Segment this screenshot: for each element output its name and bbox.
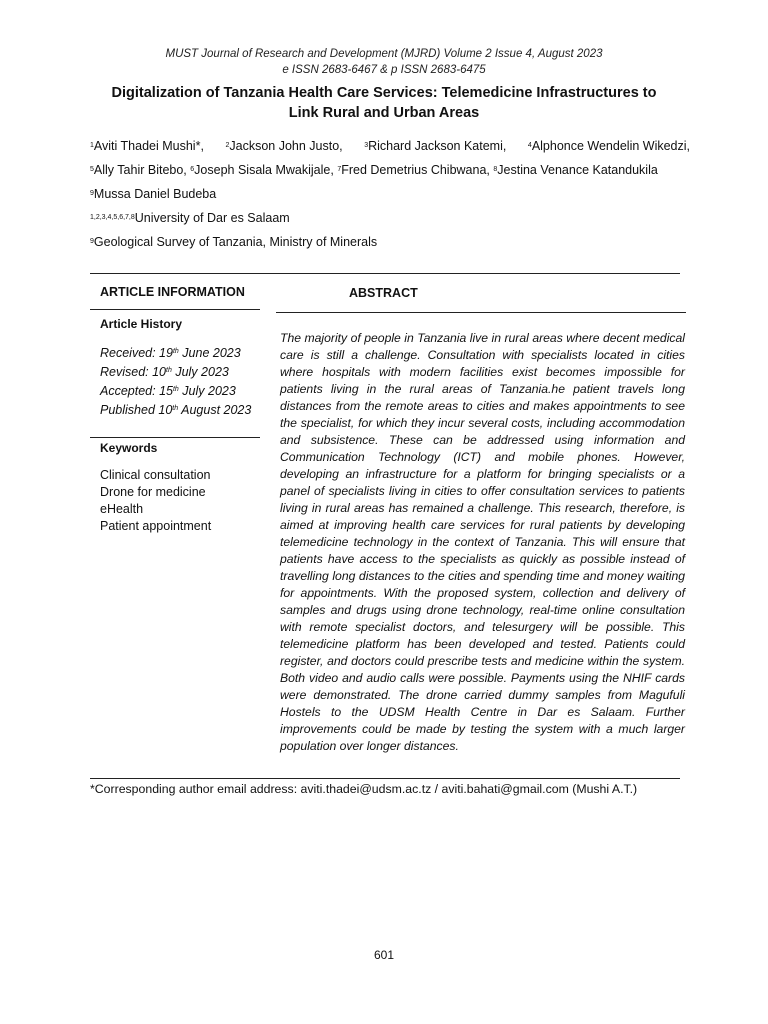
- received-date: Received: 19th June 2023: [100, 346, 241, 360]
- author-6: [190, 163, 334, 177]
- revised-date: Revised: 10th July 2023: [100, 365, 229, 379]
- affiliation-2-sup: 9: [90, 238, 94, 245]
- author-2-name: Jackson John Justo,: [229, 139, 343, 153]
- author-3-name: Richard Jackson Katemi,: [368, 139, 507, 153]
- author-1: [90, 134, 204, 158]
- article-history-heading: Article History: [100, 317, 183, 331]
- abstract-text: The majority of people in Tanzania live in rural areas where decent medical care is still a challenge. Consultation with specialists located in cities where hospitals with modern facilities exist becomes impossible for patients living in the rural areas of Tanzania.he patient travels long distances from the remote areas to cities and makes appointments to see the specialist, for which they incur several costs, including accommodation and subsistence. These can be addressed using information and Communication Technology (ICT) and mobile phones. However, developing an infrastructure for a platform for bringing specialists or a panel of specialists living in cities to offer consultation services to patients living in rural areas has remained a challenge. This research, therefore, is aimed at improving health care services for rural patients by developing telemedicine technology in the context of Tanzania. This will ensure that patients have access to the specialists as quickly as possible instead of travelling long distances to the cities and spending time and money waiting for appointments. With the proposed system, collection and delivery of samples and drugs using drone technology, real-time online consultation with remote specialist doctors, and telesurgery will be possible. This telemedicine platform has been developed and tested. Patients could register, and doctors could prescribe tests and medicine within the system. Both video and audio calls were possible. Payments using the NHIF cards were demonstrated. The drone carried dummy samples from Magufuli Hostels to the UDSM Health Centre in Dar es Salaam. Further improvements could be made by testing the system with a much larger population over longer distances.: [280, 331, 685, 753]
- author-5: [90, 163, 187, 177]
- author-4-name: Alphonce Wendelin Wikedzi,: [531, 139, 690, 153]
- abstract-rule: [276, 312, 686, 313]
- author-1-sup: 1: [90, 142, 94, 149]
- published-date: Published 10th August 2023: [100, 403, 252, 417]
- author-line-3: [90, 182, 690, 206]
- author-list: [90, 134, 690, 254]
- top-rule: [90, 273, 680, 274]
- author-line-1: [90, 134, 690, 158]
- abstract-heading: ABSTRACT: [349, 286, 418, 300]
- author-6-sup: 6: [190, 166, 195, 173]
- affiliation-2: [90, 230, 690, 254]
- article-info-rule: [90, 309, 260, 310]
- keyword-item: Drone for medicine: [100, 485, 206, 499]
- author-3-sup: 3: [364, 142, 369, 149]
- bottom-rule: [90, 778, 680, 779]
- affiliation-2-name: Geological Survey of Tanzania, Ministry of Minerals: [93, 235, 378, 249]
- affiliation-1-name: University of Dar es Salaam: [134, 211, 290, 225]
- author-7: [337, 163, 490, 177]
- journal-issn: e ISSN 2683-6467 & p ISSN 2683-6475: [282, 64, 486, 76]
- author-8-sup: 8: [493, 166, 498, 173]
- paper-title: [80, 83, 688, 123]
- keyword-list: [100, 467, 270, 535]
- author-5-sup: 5: [90, 166, 94, 173]
- author-9-sup: 9: [90, 190, 94, 197]
- author-6-name: Joseph Sisala Mwakijale,: [194, 163, 334, 177]
- paper-title-line-1: Digitalization of Tanzania Health Care Services: Telemedicine Infrastructures to: [111, 85, 657, 101]
- author-3: [364, 134, 506, 158]
- author-8: [493, 163, 657, 177]
- author-1-name: Aviti Thadei Mushi*,: [93, 139, 204, 153]
- author-2: [225, 134, 342, 158]
- author-5-name: Ally Tahir Bitebo,: [93, 163, 187, 177]
- journal-header: [0, 46, 768, 78]
- journal-citation: MUST Journal of Research and Development (MJRD) Volume 2 Issue 4, August 2023: [165, 48, 603, 60]
- author-7-name: Fred Demetrius Chibwana,: [341, 163, 490, 177]
- paper-title-line-2: Link Rural and Urban Areas: [288, 105, 480, 121]
- keyword-item: eHealth: [100, 502, 144, 516]
- accepted-date: Accepted: 15th July 2023: [100, 384, 236, 398]
- author-8-name: Jestina Venance Katandukila: [497, 163, 658, 177]
- affiliation-1: [90, 206, 690, 230]
- corresponding-author: *Corresponding author email address: aviti.thadei@udsm.ac.tz / aviti.bahati@gmail.com (Mushi A.T.): [90, 782, 638, 796]
- page-number: 601: [373, 948, 395, 962]
- keyword-item: Clinical consultation: [100, 468, 211, 482]
- author-4-sup: 4: [527, 142, 532, 149]
- author-7-sup: 7: [337, 166, 342, 173]
- author-9: [90, 187, 216, 201]
- keywords-rule: [90, 437, 260, 438]
- author-2-sup: 2: [225, 142, 230, 149]
- article-history-dates: [100, 343, 270, 419]
- keyword-item: Patient appointment: [100, 519, 212, 533]
- author-line-2: [90, 158, 690, 182]
- article-info-heading: ARTICLE INFORMATION: [100, 285, 245, 299]
- affiliation-1-sup: 1,2,3,4,5,6,7,8: [90, 214, 135, 221]
- author-9-name: Mussa Daniel Budeba: [93, 187, 217, 201]
- author-4: [528, 134, 690, 158]
- keywords-heading: Keywords: [100, 441, 158, 455]
